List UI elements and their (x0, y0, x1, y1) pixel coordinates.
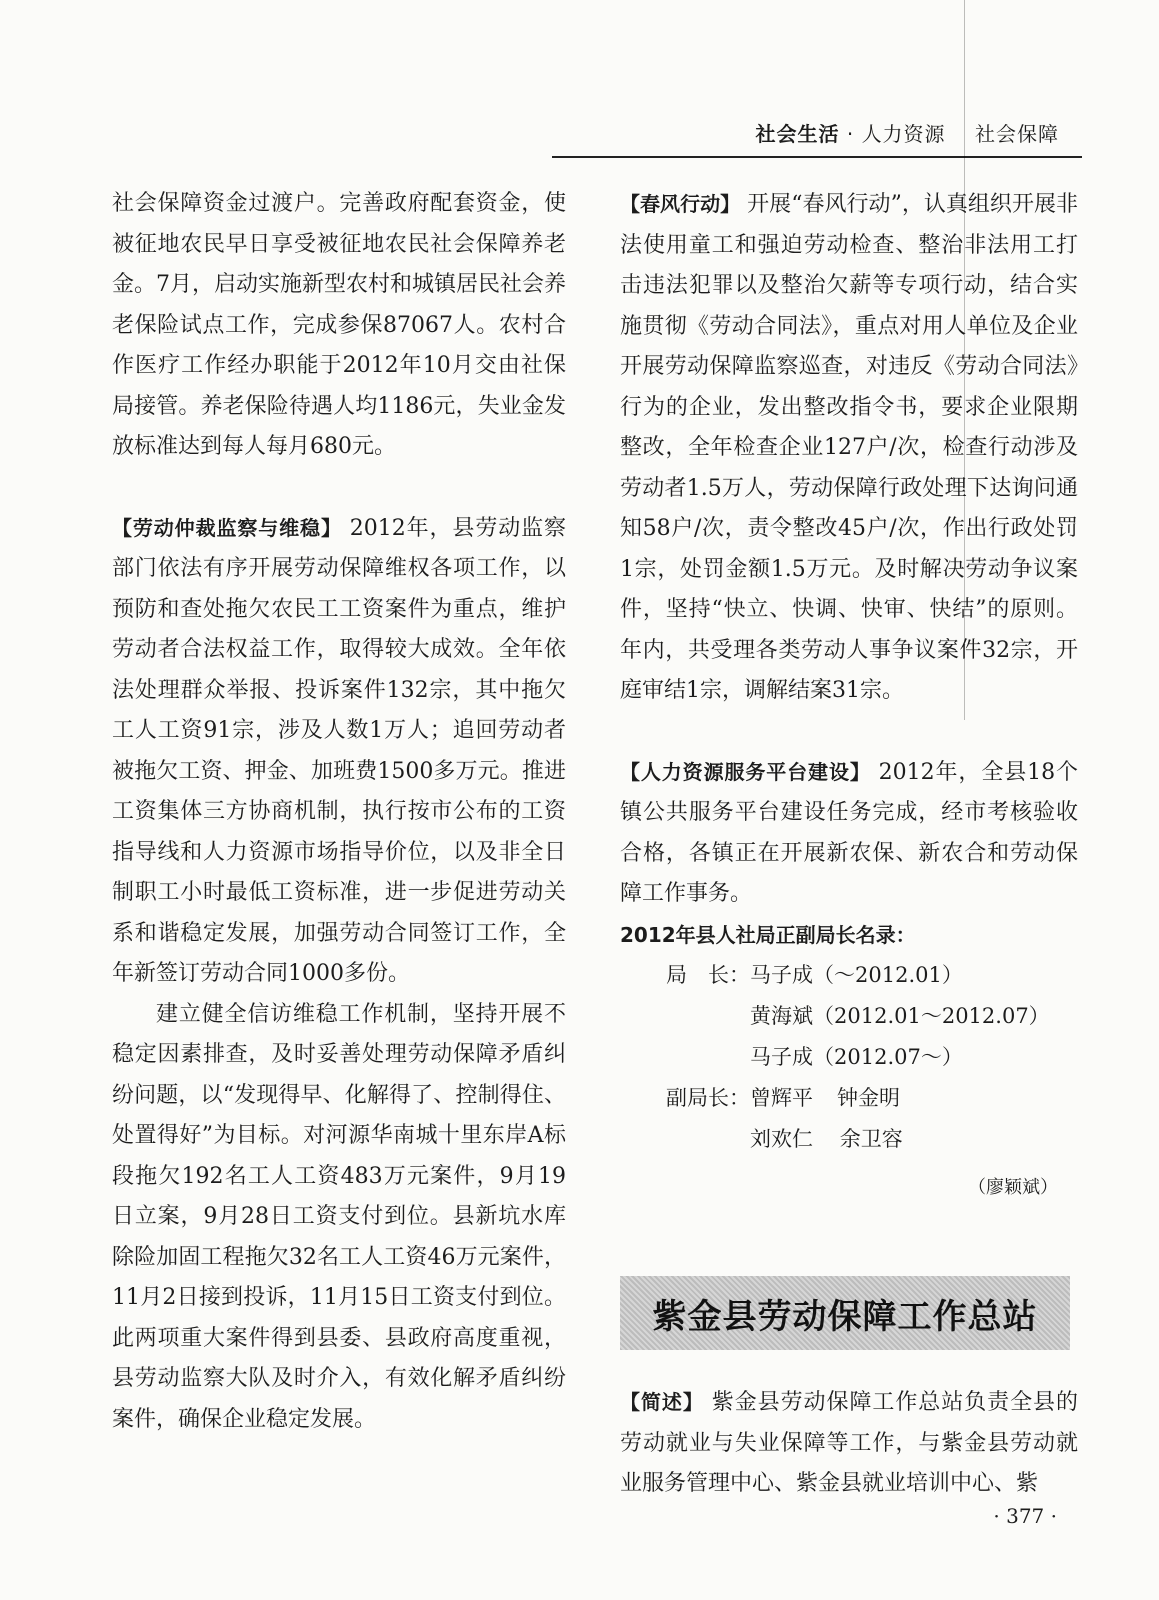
paragraph-tag: 【简述】 (620, 1390, 704, 1414)
paragraph (112, 508, 566, 995)
section-body (620, 1382, 1078, 1505)
deputy-name: 刘欢仁 (750, 1127, 813, 1151)
deputy-row (620, 1119, 1078, 1160)
paragraph: 社会保障资金过渡户。完善政府配套资金，使被征地农民早日享受被征地农民社会保障养老金。7月，启动实施新型农村和城镇居民社会养老保险试点工作，完成参保87067人。农村合作医疗工作经办职能于2012年10月交由社保局接管。养老保险待遇人均1186元，失业金发放标准达到每人每月680元。 (112, 191, 566, 459)
director-label: 局 长： (666, 963, 750, 987)
deputy-name: 余卫容 (839, 1127, 903, 1151)
left-column (112, 184, 566, 1440)
topic-1: 人力资源 (861, 122, 946, 146)
paragraph-text: 2012年，全县18个镇公共服务平台建设任务完成，经市考核验收合格，各镇正在开展新农保、新农合和劳动保障工作事务。 (620, 759, 1078, 906)
author-credit: （廖颖斌） (968, 1177, 1058, 1198)
deputy-name: 钟金明 (837, 1086, 900, 1110)
paragraph: 建立健全信访维稳工作机制，坚持开展不稳定因素排查，及时妥善处理劳动保障矛盾纠纷问题，以“发现得早、化解得了、控制得住、处置得好”为目标。对河源华南城十里东岸A标段拖欠192名工人工资483万元案件，9月19日立案，9月28日工资支付到位。县新坑水库除险加固工程拖欠32名工人工资46万元案件，11月2日接到投诉，11月15日工资支付到位。此两项重大案件得到县委、县政府高度重视，县劳动监察大队及时介入，有效化解矛盾纠纷案件，确保企业稳定发展。 (112, 1001, 566, 1432)
roster (620, 955, 1078, 1160)
section-title-banner (620, 1276, 1070, 1350)
paragraph-tag: 【人力资源服务平台建设】 (620, 759, 871, 784)
roster-title: 2012年县人社局正副局长名录： (620, 922, 916, 947)
director-entry: 黄海斌（2012.01～2012.07） (750, 1004, 1050, 1028)
paragraph (620, 1382, 1078, 1505)
section-name: 社会生活 (755, 122, 840, 146)
director-entry: 马子成（2012.07～） (750, 1045, 963, 1069)
right-column (620, 184, 1078, 1209)
deputy-label: 副局长： (666, 1086, 750, 1110)
running-head (755, 118, 1059, 147)
paragraph-tag: 【劳动仲裁监察与维稳】 (112, 515, 342, 540)
paragraph-text: 2012年，县劳动监察部门依法有序开展劳动保障维权各项工作，以预防和查处拖欠农民工工资案件为重点，维护劳动者合法权益工作，取得较大成效。全年依法处理群众举报、投诉案件132宗，其中拖欠工人工资91宗，涉及人数1万人；追回劳动者被拖欠工资、押金、加班费1500多万元。推进工资集体三方协商机制，执行按市公布的工资指导线和人力资源市场指导价位，以及非全日制职工小时最低工资标准，进一步促进劳动关系和谐稳定发展，加强劳动合同签订工作，全年新签订劳动合同1000多份。 (112, 515, 567, 986)
deputy-row (750, 1078, 1078, 1119)
paragraph-text: 紫金县劳动保障工作总站负责全县的劳动就业与失业保障等工作，与紫金县劳动就业服务管理中心、紫金县就业培训中心、紫 (620, 1390, 1079, 1496)
section-title: 紫金县劳动保障工作总站 (652, 1296, 1038, 1337)
topic-2: 社会保障 (975, 122, 1059, 146)
page-number: · 377 · (993, 1504, 1057, 1528)
paragraph-tag: 【春风行动】 (620, 192, 741, 216)
deputy-name: 曾辉平 (750, 1086, 813, 1110)
director-entry: 马子成（～2012.01） (750, 963, 963, 987)
separator: · (846, 122, 855, 146)
paragraph (620, 752, 1078, 915)
paragraph-text: 开展“春风行动”，认真组织开展非法使用童工和强迫劳动检查、整治非法用工打击违法犯罪以及整治欠薪等专项行动，结合实施贯彻《劳动合同法》，重点对用人单位及企业开展劳动保障监察巡查，对违反《劳动合同法》行为的企业，发出整改指令书，要求企业限期整改，全年检查企业127户/次，检查行动涉及劳动者1.5万人，劳动保障行政处理下达询问通知58户/次，责令整改45户/次，作出行政处罚1宗，处罚金额1.5万元。及时解决劳动争议案件，坚持“快立、快调、快审、快结”的原则。年内，共受理各类劳动人事争议案件32宗，开庭审结1宗，调解结案31宗。 (620, 192, 1078, 703)
paragraph (620, 184, 1078, 712)
header-rule (552, 156, 1082, 158)
